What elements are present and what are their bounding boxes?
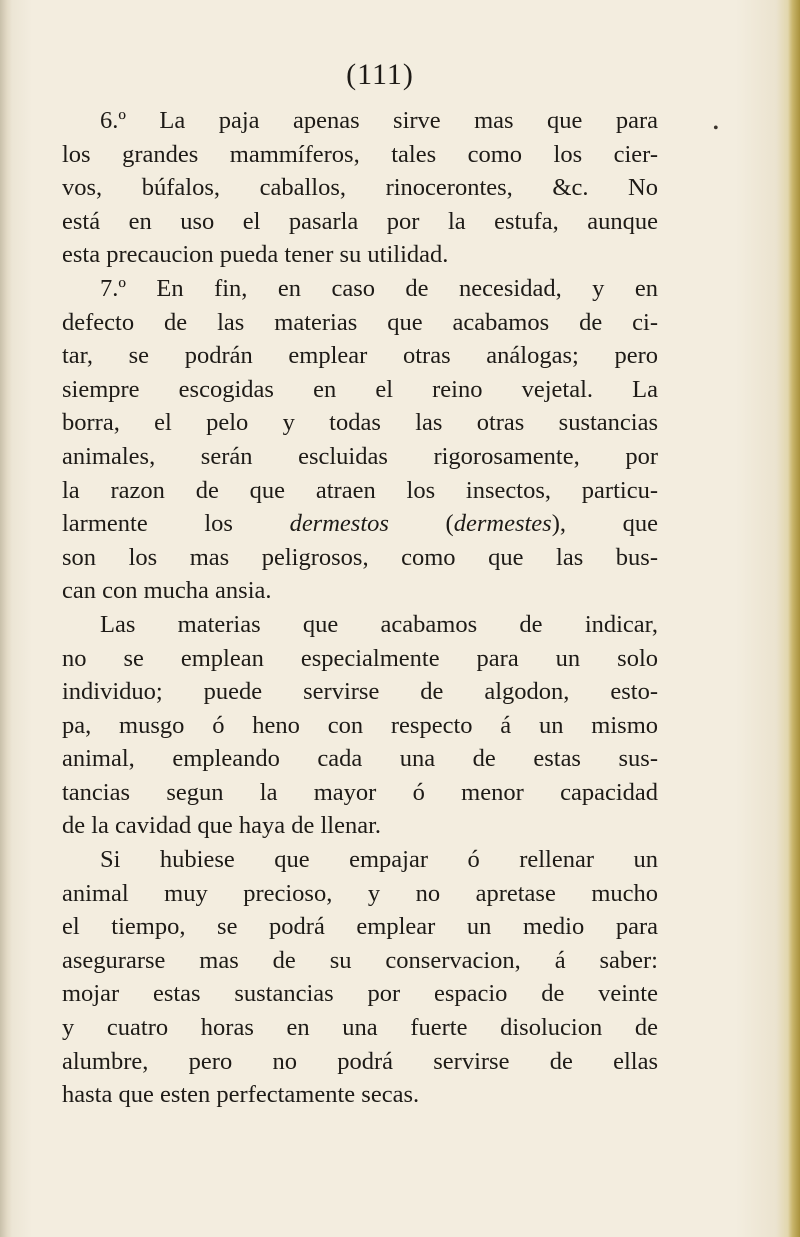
text-line: hasta que esten perfectamente secas. [62, 1081, 420, 1109]
text-line: siempre escogidas en el reino vejetal. La [62, 375, 658, 403]
text-line: mojar estas sustancias por espacio de veinte [62, 980, 658, 1008]
text-line: asegurarse mas de su conservacion, á saber: [62, 946, 658, 974]
text-line: can con mucha ansia. [62, 577, 272, 605]
ink-mark: • [713, 120, 719, 137]
text-line: son los mas peligrosos, como que las bus- [62, 543, 658, 571]
body-text [62, 104, 658, 1112]
text-line: vos, búfalos, caballos, rinocerontes, &c. No [62, 174, 658, 202]
page-number: (111) [346, 58, 414, 91]
text-line: tancias segun la mayor ó menor capacidad [62, 778, 658, 806]
text-line: Si hubiese que empajar ó rellenar un [100, 846, 658, 874]
text-line: animal, empleando cada una de estas sus- [62, 745, 658, 773]
text-line: animal muy precioso, y no apretase mucho [62, 879, 658, 907]
text-line: esta precaucion pueda tener su utilidad. [62, 241, 449, 269]
text-line: pa, musgo ó heno con respecto á un mismo [62, 711, 658, 739]
text-line: los grandes mammíferos, tales como los cier- [62, 140, 658, 168]
text-line: individuo; puede servirse de algodon, esto- [62, 678, 658, 706]
text-line: tar, se podrán emplear otras análogas; pero [62, 342, 658, 370]
text-line: Las materias que acabamos de indicar, [100, 610, 658, 638]
page-left-edge [0, 0, 12, 1237]
text-line: está en uso el pasarla por la estufa, aunque [62, 207, 658, 235]
text-line: alumbre, pero no podrá servirse de ellas [62, 1047, 658, 1075]
text-line: la razon de que atraen los insectos, particu- [62, 476, 658, 504]
text-line: larmente los dermestos (dermestes), que [62, 510, 658, 538]
text-line: de la cavidad que haya de llenar. [62, 812, 382, 840]
text-line: 6.º La paja apenas sirve mas que para [100, 107, 658, 134]
text-line: defecto de las materias que acabamos de ci- [62, 308, 658, 336]
page-right-edge [788, 0, 800, 1237]
text-line: y cuatro horas en una fuerte disolucion de [62, 1014, 658, 1042]
text-line: no se emplean especialmente para un solo [62, 644, 658, 672]
text-line: animales, serán escluidas rigorosamente, por [62, 442, 658, 470]
text-line: borra, el pelo y todas las otras sustancias [62, 409, 658, 437]
text-line: 7.º En fin, en caso de necesidad, y en [100, 274, 658, 302]
text-line: el tiempo, se podrá emplear un medio para [62, 913, 658, 941]
